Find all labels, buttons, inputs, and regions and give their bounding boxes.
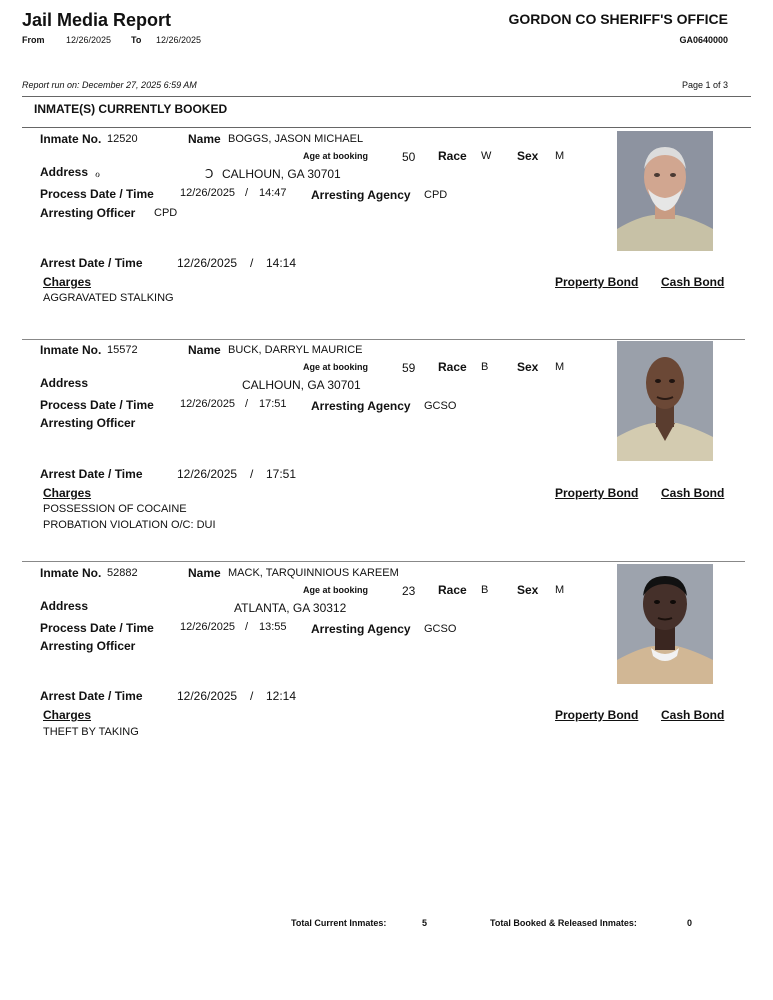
address-label: Address (40, 599, 89, 613)
process-time: 14:47 (259, 187, 287, 199)
agency-value: GCSO (424, 623, 457, 635)
inmate-photo (617, 131, 713, 251)
arrest-label: Arrest Date / Time (40, 256, 143, 270)
sex-value: M (555, 150, 565, 162)
section-title: INMATE(S) CURRENTLY BOOKED (34, 102, 228, 116)
race-value: B (481, 584, 489, 596)
slash: / (245, 187, 249, 199)
address-fragment: ℴ (95, 168, 101, 180)
charges-label: Charges (43, 486, 92, 500)
age-label: Age at booking (303, 362, 368, 372)
arrest-date: 12/26/2025 (177, 256, 238, 270)
address-label: Address (40, 165, 89, 179)
inmate-no-value: 52882 (107, 567, 138, 579)
report-title: Jail Media Report (22, 10, 172, 30)
sex-label: Sex (517, 149, 539, 163)
name-label: Name (188, 343, 221, 357)
arrest-date: 12/26/2025 (177, 467, 238, 481)
race-value: W (481, 150, 492, 162)
agency-label: Arresting Agency (311, 399, 411, 413)
total-current-value: 5 (422, 918, 428, 928)
inmate-no-label: Inmate No. (40, 343, 102, 357)
total-released-value: 0 (687, 918, 693, 928)
charges-label: Charges (43, 275, 92, 289)
ori-code: GA0640000 (679, 35, 728, 45)
arrest-time: 17:51 (266, 467, 297, 481)
property-bond-label: Property Bond (555, 275, 639, 289)
cash-bond-label: Cash Bond (661, 275, 725, 289)
address-city: ATLANTA, GA 30312 (234, 601, 347, 615)
race-label: Race (438, 149, 467, 163)
arrest-time: 12:14 (266, 689, 297, 703)
total-released-label: Total Booked & Released Inmates: (490, 918, 637, 928)
officer-label: Arresting Officer (40, 416, 136, 430)
cash-bond-label: Cash Bond (661, 486, 725, 500)
from-label: From (22, 35, 45, 45)
sex-label: Sex (517, 583, 539, 597)
from-date: 12/26/2025 (66, 35, 112, 45)
process-date: 12/26/2025 (180, 187, 236, 199)
address-city: CALHOUN, GA 30701 (242, 378, 361, 392)
name-value: BUCK, DARRYL MAURICE (228, 344, 363, 356)
charge-item: POSSESSION OF COCAINE (43, 503, 187, 515)
address-city: CALHOUN, GA 30701 (222, 167, 341, 181)
process-label: Process Date / Time (40, 398, 154, 412)
slash: / (250, 467, 254, 481)
arrest-date: 12/26/2025 (177, 689, 238, 703)
process-time: 17:51 (259, 398, 287, 410)
arrest-time: 14:14 (266, 256, 297, 270)
address-label: Address (40, 376, 89, 390)
process-date: 12/26/2025 (180, 398, 236, 410)
agency-label: Arresting Agency (311, 622, 411, 636)
inmate-photo (617, 564, 713, 684)
inmate-no-value: 15572 (107, 344, 138, 356)
arrest-label: Arrest Date / Time (40, 689, 143, 703)
agency-name: GORDON CO SHERIFF'S OFFICE (508, 11, 728, 27)
age-label: Age at booking (303, 151, 368, 161)
total-current-label: Total Current Inmates: (291, 918, 387, 928)
property-bond-label: Property Bond (555, 486, 639, 500)
inmate-no-label: Inmate No. (40, 566, 102, 580)
charge-item: AGGRAVATED STALKING (43, 292, 174, 304)
charge-item: PROBATION VIOLATION O/C: DUI (43, 519, 216, 531)
charge-item: THEFT BY TAKING (43, 726, 139, 738)
inmate-no-value: 12520 (107, 133, 138, 145)
name-value: MACK, TARQUINNIOUS KAREEM (228, 567, 399, 579)
page-number: Page 1 of 3 (681, 80, 728, 90)
inmate-record (0, 128, 773, 328)
process-time: 13:55 (259, 621, 287, 633)
officer-label: Arresting Officer (40, 206, 136, 220)
slash: / (245, 398, 249, 410)
sex-value: M (555, 584, 565, 596)
address-fragment-2: Ↄ (205, 167, 214, 181)
agency-label: Arresting Agency (311, 188, 411, 202)
age-value: 23 (402, 584, 416, 598)
cash-bond-label: Cash Bond (661, 708, 725, 722)
arrest-label: Arrest Date / Time (40, 467, 143, 481)
process-label: Process Date / Time (40, 187, 154, 201)
race-value: B (481, 361, 489, 373)
sex-label: Sex (517, 360, 539, 374)
inmate-record (0, 562, 773, 762)
slash: / (250, 689, 254, 703)
name-label: Name (188, 132, 221, 146)
report-run-time: Report run on: December 27, 2025 6:59 AM (22, 80, 197, 90)
age-value: 59 (402, 361, 416, 375)
inmate-photo (617, 341, 713, 461)
property-bond-label: Property Bond (555, 708, 639, 722)
to-label: To (131, 35, 142, 45)
slash: / (250, 256, 254, 270)
to-date: 12/26/2025 (156, 35, 202, 45)
inmate-record (0, 339, 773, 539)
race-label: Race (438, 360, 467, 374)
agency-value: CPD (424, 189, 448, 201)
inmate-no-label: Inmate No. (40, 132, 102, 146)
officer-label: Arresting Officer (40, 639, 136, 653)
race-label: Race (438, 583, 467, 597)
agency-value: GCSO (424, 400, 457, 412)
name-label: Name (188, 566, 221, 580)
sex-value: M (555, 361, 565, 373)
process-date: 12/26/2025 (180, 621, 236, 633)
slash: / (245, 621, 249, 633)
name-value: BOGGS, JASON MICHAEL (228, 133, 364, 145)
charges-label: Charges (43, 708, 92, 722)
process-label: Process Date / Time (40, 621, 154, 635)
officer-value: CPD (154, 207, 178, 219)
age-value: 50 (402, 150, 416, 164)
age-label: Age at booking (303, 585, 368, 595)
header-divider (22, 96, 751, 97)
